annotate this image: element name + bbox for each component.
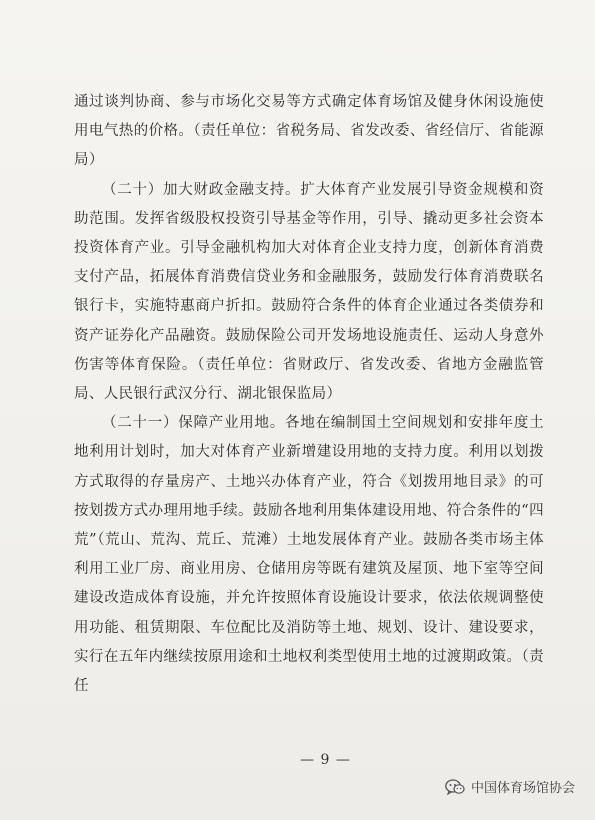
paragraph-price-policy: 通过谈判协商、参与市场化交易等方式确定体育场馆及健身休闲设施使用电气热的价格。（责任单位：省税务局、省发改委、省经信厅、省能源局）: [74, 94, 544, 169]
page-number: [0, 752, 595, 768]
source-watermark: [445, 777, 575, 796]
document-body: [74, 88, 544, 701]
wechat-icon: [445, 779, 465, 795]
paragraph-financial-support: （二十）加大财政金融支持。扩大体育产业发展引导资金规模和资助范围。发挥省级股权投资引导基金等作用，引导、撬动更多社会资本投资体育产业。引导金融机构加大对体育企业支持力度，创新体育消费支付产品，拓展体育消费信贷业务和金融服务，鼓励发行体育消费联名银行卡，实施特惠商户折扣。鼓励符合条件的体育企业通过各类债券和资产证券化产品融资。鼓励保险公司开发场地设施责任、运动人身意外伤害等体育保险。（责任单位：省财政厅、省发改委、省地方金融监管局、人民银行武汉分行、湖北银保监局）: [74, 181, 544, 403]
paragraph-land-use: （二十一）保障产业用地。各地在编制国土空间规划和安排年度土地利用计划时，加大对体育产业新增建设用地的支持力度。利用以划拨方式取得的存量房产、土地兴办体育产业，符合《划拨用地目录》的可按划拨方式办理用地手续。鼓励各地利用集体建设用地、符合条件的“四荒”（荒山、荒沟、荒丘、荒滩）土地发展体育产业。鼓励各类市场主体利用工业厂房、商业用房、仓储用房等既有建筑及屋顶、地下室等空间建设改造成体育设施，并允许按照体育设施设计要求，依法依规调整使用功能、租赁期限、车位配比及消防等土地、规划、设计、建设要求，实行在五年内继续按原用途和土地权利类型使用土地的过渡期政策。（责任: [74, 415, 544, 695]
watermark-label: 中国体育场馆协会: [470, 781, 575, 796]
page-number-text: — 9 —: [300, 752, 351, 768]
